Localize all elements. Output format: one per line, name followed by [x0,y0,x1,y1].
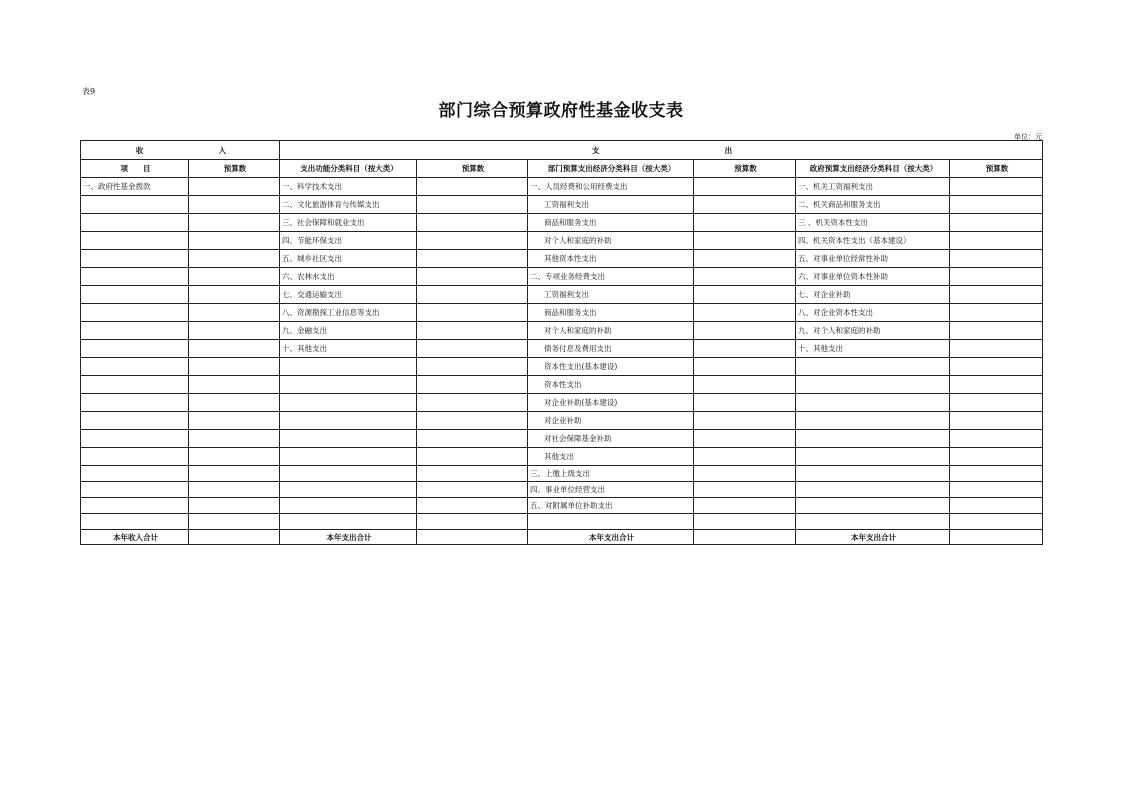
income-item [81,286,189,304]
function-item [280,358,417,376]
dept-econ-budget-cell [694,214,796,232]
income-total-label: 本年收入合计 [81,530,189,545]
function-item: 十、其他支出 [280,340,417,358]
table-row [81,322,1043,340]
income-item [81,214,189,232]
income-budget-cell [189,250,280,268]
function-item [280,376,417,394]
function-budget-cell [417,250,528,268]
gov-econ-item: 五、对事业单位经常性补助 [796,250,950,268]
function-item: 三、社会保障和就业支出 [280,214,417,232]
dept-econ-budget-cell [694,482,796,498]
function-budget-cell [417,358,528,376]
gov-econ-budget-cell [950,268,1043,286]
dept-econ-item [528,514,694,530]
function-item: 九、金融支出 [280,322,417,340]
function-budget-cell [417,394,528,412]
function-budget-cell [417,268,528,286]
dept-econ-budget-cell [694,232,796,250]
table-row [81,268,1043,286]
dept-econ-item: 一、人员经费和公用经费支出 [528,178,694,196]
function-item [280,482,417,498]
income-item [81,466,189,482]
expense-group-header [280,141,1043,160]
gov-econ-item [796,376,950,394]
income-budget-cell [189,358,280,376]
dept-econ-budget-cell [694,430,796,448]
income-item [81,412,189,430]
income-budget-cell [189,340,280,358]
income-item [81,448,189,466]
dept-econ-budget-cell [694,196,796,214]
income-budget-cell [189,394,280,412]
table-row [81,196,1043,214]
expense-group-char-2: 出 [724,145,733,155]
gov-econ-budget-cell [950,286,1043,304]
gov-econ-item [796,358,950,376]
income-budget-cell [189,268,280,286]
table-row [81,376,1043,394]
income-budget-cell [189,376,280,394]
income-item [81,268,189,286]
function-item: 六、农林水支出 [280,268,417,286]
gov-econ-budget-cell [950,178,1043,196]
function-budget-cell [417,466,528,482]
dept-econ-budget-cell [694,466,796,482]
table-row [81,430,1043,448]
gov-econ-budget-cell [950,466,1043,482]
dept-econ-budget-cell [694,358,796,376]
table-row [81,286,1043,304]
income-budget-cell [189,286,280,304]
table-row [81,412,1043,430]
income-total-value [189,530,280,545]
dept-econ-budget-cell [694,412,796,430]
function-item [280,498,417,514]
gov-econ-budget-cell [950,322,1043,340]
income-budget-cell [189,304,280,322]
dept-econ-item: 三、上缴上级支出 [528,466,694,482]
dept-econ-budget-cell [694,304,796,322]
gov-econ-budget-cell [950,376,1043,394]
income-item [81,250,189,268]
function-total-label: 本年支出合计 [280,530,417,545]
dept-econ-budget-cell [694,448,796,466]
dept-econ-budget-cell [694,340,796,358]
gov-econ-item: 七、对企业补助 [796,286,950,304]
gov-econ-item [796,466,950,482]
function-budget-cell [417,322,528,340]
income-item [81,514,189,530]
income-budget-cell [189,466,280,482]
dept-econ-item: 债务付息及费用支出 [528,340,694,358]
gov-econ-item: 九、对个人和家庭的补助 [796,322,950,340]
totals-row [81,530,1043,545]
gov-econ-budget-cell [950,430,1043,448]
expense-group-char-1: 支 [591,145,600,155]
dept-econ-item: 对社会保障基金补助 [528,430,694,448]
dept-econ-budget-cell [694,376,796,394]
table-row [81,448,1043,466]
income-item [81,340,189,358]
dept-econ-budget-cell [694,498,796,514]
unit-label: 单位：元 [1014,133,1042,141]
function-budget-cell [417,498,528,514]
income-group-char-2: 入 [218,145,227,155]
income-budget-cell [189,322,280,340]
function-budget-cell [417,340,528,358]
income-item: 一、政府性基金拨款 [81,178,189,196]
function-budget-cell [417,412,528,430]
dept-econ-item: 资本性支出 [528,376,694,394]
budget-table [80,140,1043,545]
gov-econ-budget-cell [950,498,1043,514]
function-budget-cell [417,304,528,322]
header-dept-econ-class: 部门预算支出经济分类科目（按大类） [528,160,694,178]
table-row [81,466,1043,482]
table-row [81,394,1043,412]
gov-econ-budget-cell [950,514,1043,530]
table-row [81,514,1043,530]
income-item [81,394,189,412]
gov-econ-budget-cell [950,482,1043,498]
dept-econ-item: 商品和服务支出 [528,304,694,322]
dept-econ-item: 对个人和家庭的补助 [528,232,694,250]
function-budget-cell [417,196,528,214]
dept-econ-total-label: 本年支出合计 [528,530,694,545]
function-item: 一、科学技术支出 [280,178,417,196]
table-number: 表9 [82,87,96,96]
income-budget-cell [189,514,280,530]
function-budget-cell [417,178,528,196]
dept-econ-item: 对个人和家庭的补助 [528,322,694,340]
function-budget-cell [417,232,528,250]
gov-econ-item [796,430,950,448]
table-row [81,250,1043,268]
function-item: 二、文化旅游体育与传媒支出 [280,196,417,214]
group-header-row [81,141,1043,160]
gov-econ-item [796,514,950,530]
header-budget-income: 预算数 [189,160,280,178]
income-budget-cell [189,482,280,498]
gov-econ-budget-cell [950,196,1043,214]
function-total-value [417,530,528,545]
function-item [280,514,417,530]
income-item [81,430,189,448]
income-item [81,232,189,250]
gov-econ-item: 八、对企业资本性支出 [796,304,950,322]
function-item [280,430,417,448]
income-item [81,498,189,514]
function-budget-cell [417,214,528,232]
function-item [280,466,417,482]
table-row [81,340,1043,358]
gov-econ-item: 一、机关工资福利支出 [796,178,950,196]
function-budget-cell [417,448,528,466]
dept-econ-item: 对企业补助 [528,412,694,430]
dept-econ-item: 五、对附属单位补助支出 [528,498,694,514]
income-budget-cell [189,232,280,250]
income-item [81,196,189,214]
gov-econ-budget-cell [950,394,1043,412]
header-budget-dept-econ: 预算数 [694,160,796,178]
gov-econ-item [796,448,950,466]
income-group-header [81,141,280,160]
table-row [81,304,1043,322]
dept-econ-item: 工资福利支出 [528,196,694,214]
gov-econ-item [796,498,950,514]
gov-econ-total-value [950,530,1043,545]
header-gov-econ-class: 政府预算支出经济分类科目（按大类） [796,160,950,178]
gov-econ-item [796,394,950,412]
table-row [81,232,1043,250]
table-row [81,358,1043,376]
dept-econ-total-value [694,530,796,545]
income-budget-cell [189,430,280,448]
gov-econ-budget-cell [950,304,1043,322]
function-item: 八、资源勘探工业信息等支出 [280,304,417,322]
income-budget-cell [189,448,280,466]
function-item [280,448,417,466]
dept-econ-budget-cell [694,394,796,412]
dept-econ-item: 二、专项业务经费支出 [528,268,694,286]
income-item [81,482,189,498]
income-budget-cell [189,214,280,232]
gov-econ-budget-cell [950,448,1043,466]
income-budget-cell [189,412,280,430]
table-row [81,482,1043,498]
income-group-char-1: 收 [135,145,144,155]
income-item [81,304,189,322]
income-item [81,376,189,394]
column-header-row [81,160,1043,178]
dept-econ-item: 资本性支出(基本建设) [528,358,694,376]
gov-econ-total-label: 本年支出合计 [796,530,950,545]
gov-econ-budget-cell [950,340,1043,358]
gov-econ-budget-cell [950,412,1043,430]
header-item: 项 目 [81,160,189,178]
gov-econ-item: 二、机关商品和服务支出 [796,196,950,214]
gov-econ-budget-cell [950,358,1043,376]
function-budget-cell [417,482,528,498]
table-row [81,214,1043,232]
dept-econ-item: 其他资本性支出 [528,250,694,268]
dept-econ-budget-cell [694,514,796,530]
function-budget-cell [417,430,528,448]
table-row [81,498,1043,514]
function-budget-cell [417,286,528,304]
function-item [280,412,417,430]
function-item: 四、节能环保支出 [280,232,417,250]
function-budget-cell [417,514,528,530]
gov-econ-budget-cell [950,232,1043,250]
dept-econ-item: 商品和服务支出 [528,214,694,232]
dept-econ-budget-cell [694,286,796,304]
income-budget-cell [189,196,280,214]
dept-econ-item: 工资福利支出 [528,286,694,304]
gov-econ-item: 十、其他支出 [796,340,950,358]
income-budget-cell [189,498,280,514]
dept-econ-item: 四、事业单位经营支出 [528,482,694,498]
page-title: 部门综合预算政府性基金收支表 [438,101,684,121]
income-item [81,322,189,340]
gov-econ-budget-cell [950,250,1043,268]
dept-econ-budget-cell [694,268,796,286]
dept-econ-budget-cell [694,178,796,196]
function-item [280,394,417,412]
dept-econ-item: 其他支出 [528,448,694,466]
gov-econ-item: 六、对事业单位资本性补助 [796,268,950,286]
gov-econ-item: 四、机关资本性支出（基本建设） [796,232,950,250]
header-function-class: 支出功能分类科目（按大类） [280,160,417,178]
gov-econ-budget-cell [950,214,1043,232]
gov-econ-item [796,482,950,498]
gov-econ-item: 三 、机关资本性支出 [796,214,950,232]
header-budget-function: 预算数 [417,160,528,178]
income-item [81,358,189,376]
dept-econ-item: 对企业补助(基本建设) [528,394,694,412]
header-budget-gov-econ: 预算数 [950,160,1043,178]
gov-econ-item [796,412,950,430]
function-item: 七、交通运输支出 [280,286,417,304]
dept-econ-budget-cell [694,250,796,268]
dept-econ-budget-cell [694,322,796,340]
function-item: 五、城乡社区支出 [280,250,417,268]
function-budget-cell [417,376,528,394]
table-row [81,178,1043,196]
income-budget-cell [189,178,280,196]
